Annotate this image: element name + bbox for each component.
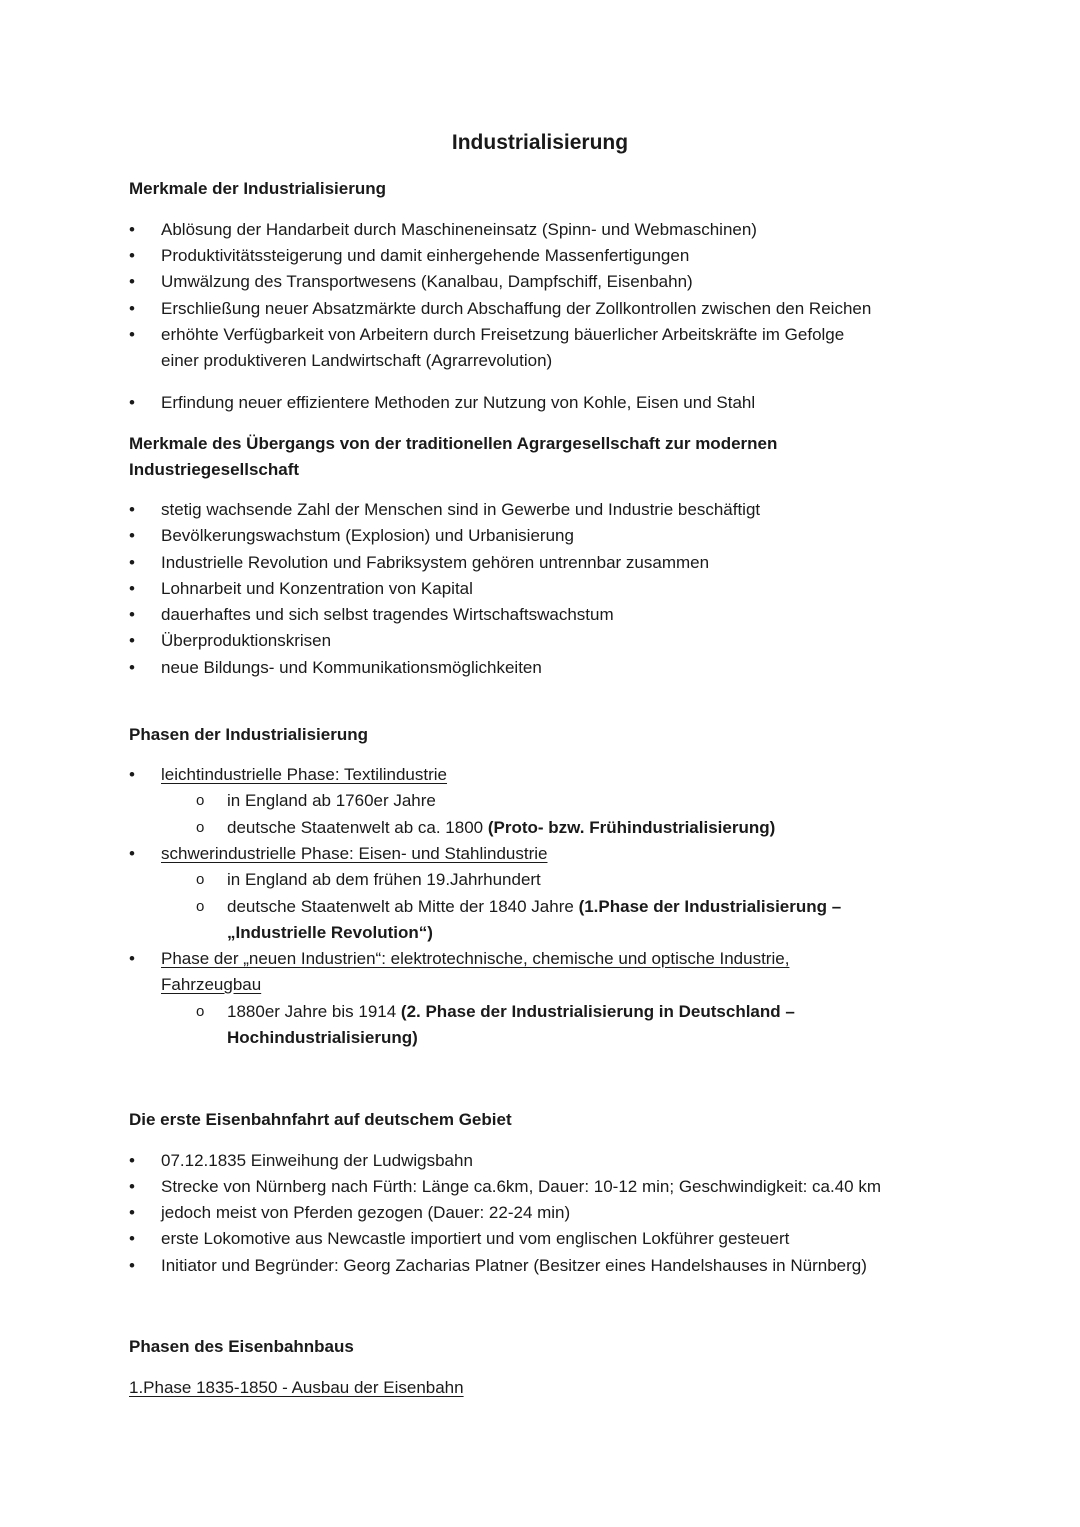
- bullet-glyph: •: [129, 765, 135, 784]
- item-emphasis: (1.Phase der Industrialisierung –: [578, 897, 842, 916]
- bullet-glyph: •: [129, 393, 135, 412]
- list-item: Initiator und Begründer: Georg Zacharias Platner (Besitzer eines Handelshauses in Nürnberg): [161, 1256, 867, 1275]
- section-heading-uebergang: [129, 431, 949, 483]
- list-item-continuation: [227, 1025, 418, 1051]
- bullet-glyph: •: [129, 605, 135, 624]
- bullet-glyph: •: [129, 844, 135, 863]
- list-item: Lohnarbeit und Konzentration von Kapital: [161, 579, 473, 598]
- bullet-glyph: •: [129, 325, 135, 344]
- list-item: neue Bildungs- und Kommunikationsmöglichkeiten: [161, 658, 542, 677]
- sub-bullet-glyph: o: [196, 898, 205, 915]
- section-heading-line: Industriegesellschaft: [129, 460, 300, 479]
- bullet-glyph: •: [129, 500, 135, 519]
- list-item-continuation: [227, 920, 433, 946]
- list-item: stetig wachsende Zahl der Menschen sind in Gewerbe und Industrie beschäftigt: [161, 500, 761, 519]
- list-item: dauerhaftes und sich selbst tragendes Wirtschaftswachstum: [161, 605, 614, 624]
- bullet-glyph: •: [129, 1203, 135, 1222]
- list-item: Strecke von Nürnberg nach Fürth: Länge ca.6km, Dauer: 10-12 min; Geschwindigkeit: ca.40 km: [161, 1177, 882, 1196]
- item-text: 1880er Jahre bis 1914: [227, 1002, 401, 1021]
- bullet-glyph: •: [129, 658, 135, 677]
- list-item: in England ab 1760er Jahre: [227, 791, 436, 810]
- sub-bullet-glyph: o: [196, 1003, 205, 1020]
- bullet-glyph: •: [129, 526, 135, 545]
- sub-bullet-glyph: o: [196, 792, 205, 809]
- bullet-glyph: •: [129, 553, 135, 572]
- list-item: erste Lokomotive aus Newcastle importiert und vom englischen Lokführer gesteuert: [161, 1229, 790, 1248]
- list-item: [227, 894, 841, 920]
- section-heading-merkmale: Merkmale der Industrialisierung: [129, 179, 386, 198]
- item-emphasis: (2. Phase der Industrialisierung in Deutschland –: [400, 1002, 795, 1021]
- sub-bullet-glyph: o: [196, 871, 205, 888]
- list-item: Erfindung neuer effizientere Methoden zur Nutzung von Kohle, Eisen und Stahl: [161, 393, 756, 412]
- section-heading-phasen: Phasen der Industrialisierung: [129, 725, 369, 744]
- item-text: deutsche Staatenwelt ab ca. 1800: [227, 818, 488, 837]
- bullet-glyph: •: [129, 631, 135, 650]
- item-emphasis: Hochindustrialisierung): [227, 1028, 418, 1047]
- bullet-glyph: •: [129, 246, 135, 265]
- phase-neue-industrien-continuation: Fahrzeugbau: [161, 975, 262, 994]
- list-item: jedoch meist von Pferden gezogen (Dauer: 22-24 min): [161, 1203, 571, 1222]
- item-emphasis: (Proto- bzw. Frühindustrialisierung): [487, 818, 776, 837]
- bullet-glyph: •: [129, 220, 135, 239]
- section-heading-eisenbahnbau: Phasen des Eisenbahnbaus: [129, 1337, 354, 1356]
- list-item: Erschließung neuer Absatzmärkte durch Abschaffung der Zollkontrollen zwischen den Reichen: [161, 299, 872, 318]
- section-heading-eisenbahnfahrt: Die erste Eisenbahnfahrt auf deutschem Gebiet: [129, 1110, 512, 1129]
- bullet-glyph: •: [129, 579, 135, 598]
- list-item: [227, 815, 775, 841]
- eisenbahnbau-phase-1: 1.Phase 1835-1850 - Ausbau der Eisenbahn: [129, 1378, 464, 1397]
- section-heading-line: Merkmale des Übergangs von der traditionellen Agrargesellschaft zur modernen: [129, 434, 778, 453]
- bullet-glyph: •: [129, 949, 135, 968]
- list-item: Bevölkerungswachstum (Explosion) und Urbanisierung: [161, 526, 574, 545]
- list-item: erhöhte Verfügbarkeit von Arbeitern durch Freisetzung bäuerlicher Arbeitskräfte im Gefolge: [161, 325, 845, 344]
- list-item: Industrielle Revolution und Fabriksystem gehören untrennbar zusammen: [161, 553, 710, 572]
- item-text: deutsche Staatenwelt ab Mitte der 1840 Jahre: [227, 897, 579, 916]
- phase-schwerindustrie: schwerindustrielle Phase: Eisen- und Stahlindustrie: [161, 844, 548, 863]
- list-item: 07.12.1835 Einweihung der Ludwigsbahn: [161, 1151, 473, 1170]
- page-title: Industrialisierung: [451, 131, 629, 154]
- list-item: Umwälzung des Transportwesens (Kanalbau, Dampfschiff, Eisenbahn): [161, 272, 693, 291]
- item-emphasis: „Industrielle Revolution“): [227, 923, 433, 942]
- list-item-continuation: einer produktiveren Landwirtschaft (Agrarrevolution): [161, 351, 553, 370]
- list-item: Produktivitätssteigerung und damit einhergehende Massenfertigungen: [161, 246, 690, 265]
- bullet-glyph: •: [129, 1229, 135, 1248]
- phase-leichtindustrie: leichtindustrielle Phase: Textilindustrie: [161, 765, 448, 784]
- bullet-glyph: •: [129, 1256, 135, 1275]
- list-item: Überproduktionskrisen: [161, 631, 332, 650]
- bullet-glyph: •: [129, 1177, 135, 1196]
- list-item: [227, 999, 795, 1025]
- bullet-glyph: •: [129, 1151, 135, 1170]
- list-item: Ablösung der Handarbeit durch Maschineneinsatz (Spinn- und Webmaschinen): [161, 220, 757, 239]
- phase-neue-industrien: Phase der „neuen Industrien“: elektrotechnische, chemische und optische Industrie,: [161, 949, 790, 968]
- list-item: in England ab dem frühen 19.Jahrhundert: [227, 870, 541, 889]
- bullet-glyph: •: [129, 299, 135, 318]
- bullet-glyph: •: [129, 272, 135, 291]
- sub-bullet-glyph: o: [196, 819, 205, 836]
